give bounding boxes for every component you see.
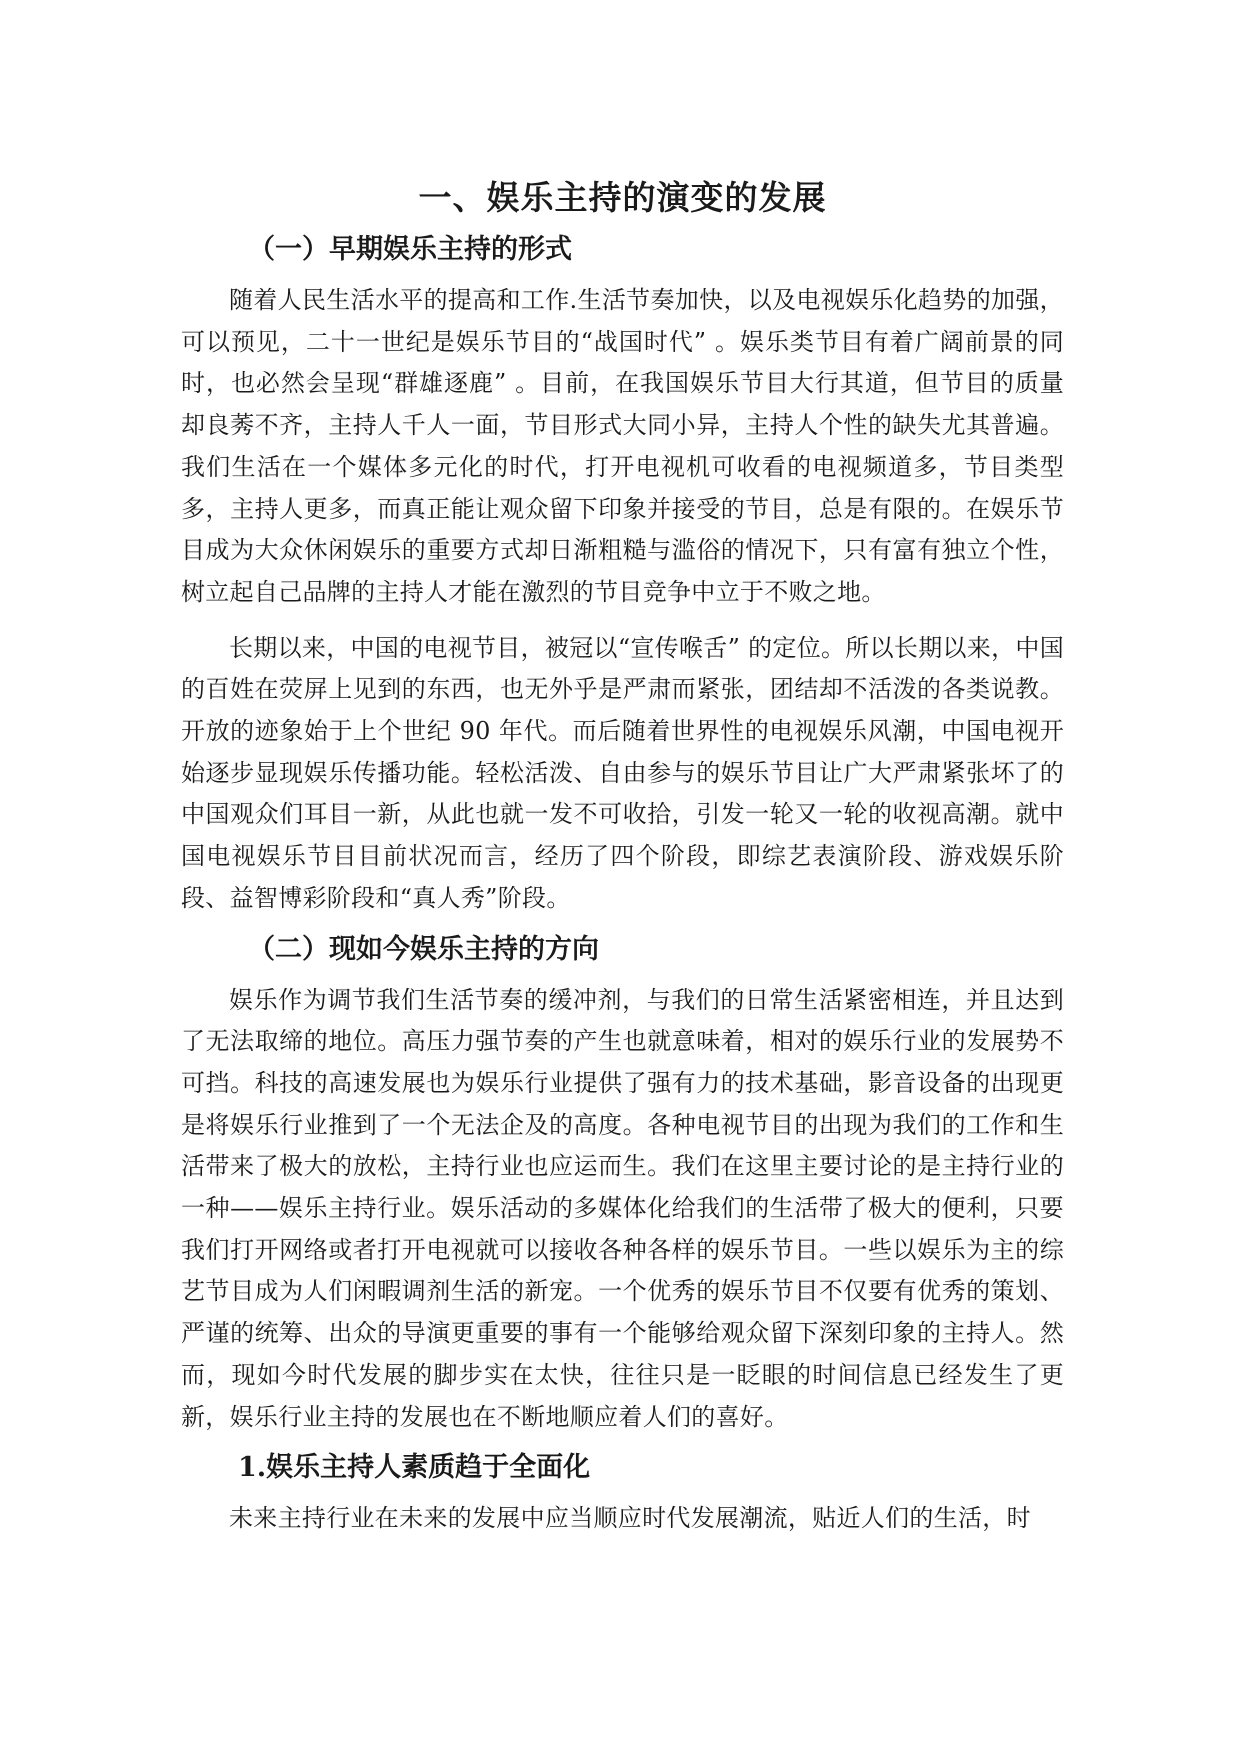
- subsection-heading-comprehensive-quality: 1.娱乐主持人素质趋于全面化: [238, 1452, 591, 1484]
- chapter-title: 一、娱乐主持的演变的发展: [418, 178, 827, 217]
- section-heading-current-direction: （二）现如今娱乐主持的方向: [248, 933, 599, 965]
- document-body: [181, 176, 1064, 1554]
- paragraph: 随着人民生活水平的提高和工作.生活节奏加快，以及电视娱乐化趋势的加强，可以预见，二十一世纪是娱乐节目的“战国时代” 。娱乐类节目有着广阔前景的同时，也必然会呈现“群雄逐鹿” 。目前，在我国娱乐节目大行其道，但节目的质量却良莠不齐，主持人千人一面，节目形式大同小异，主持人个性的缺失尤其普遍。我们生活在一个媒体多元化的时代，打开电视机可收看的电视频道多，节目类型多，主持人更多，而真正能让观众留下印象并接受的节目，总是有限的。在娱乐节目成为大众休闲娱乐的重要方式却日渐粗糙与滥俗的情况下，只有富有独立个性，树立起自己品牌的主持人才能在激烈的节目竞争中立于不败之地。: [181, 286, 1064, 606]
- paragraph: 未来主持行业在未来的发展中应当顺应时代发展潮流，贴近人们的生活，时: [229, 1504, 1031, 1533]
- paragraph: 娱乐作为调节我们生活节奏的缓冲剂，与我们的日常生活紧密相连，并且达到了无法取缔的地位。高压力强节奏的产生也就意味着，相对的娱乐行业的发展势不可挡。科技的高速发展也为娱乐行业提供了强有力的技术基础，影音设备的出现更是将娱乐行业推到了一个无法企及的高度。各种电视节目的出现为我们的工作和生活带来了极大的放松，主持行业也应运而生。我们在这里主要讨论的是主持行业的一种——娱乐主持行业。娱乐活动的多媒体化给我们的生活带了极大的便利，只要我们打开网络或者打开电视就可以接收各种各样的娱乐节目。一些以娱乐为主的综艺节目成为人们闲暇调剂生活的新宠。一个优秀的娱乐节目不仅要有优秀的策划、严谨的统筹、出众的导演更重要的事有一个能够给观众留下深刻印象的主持人。然而，现如今时代发展的脚步实在太快，往往只是一眨眼的时间信息已经发生了更新，娱乐行业主持的发展也在不断地顺应着人们的喜好。: [181, 985, 1064, 1431]
- section-heading-early-forms: （一）早期娱乐主持的形式: [248, 234, 572, 265]
- paragraph: 长期以来，中国的电视节目，被冠以“宣传喉舌” 的定位。所以长期以来，中国的百姓在荧屏上见到的东西，也无外乎是严肃而紧张，团结却不活泼的各类说教。开放的迹象始于上个世纪 90 年代。而后随着世界性的电视娱乐风潮，中国电视开始逐步显现娱乐传播功能。轻松活泼、自由参与的娱乐节目让广大严肃紧张坏了的中国观众们耳目一新，从此也就一发不可收拾，引发一轮又一轮的收视高潮。就中国电视娱乐节目目前状况而言，经历了四个阶段，即综艺表演阶段、游戏娱乐阶段、益智博彩阶段和“真人秀”阶段。: [181, 633, 1064, 912]
